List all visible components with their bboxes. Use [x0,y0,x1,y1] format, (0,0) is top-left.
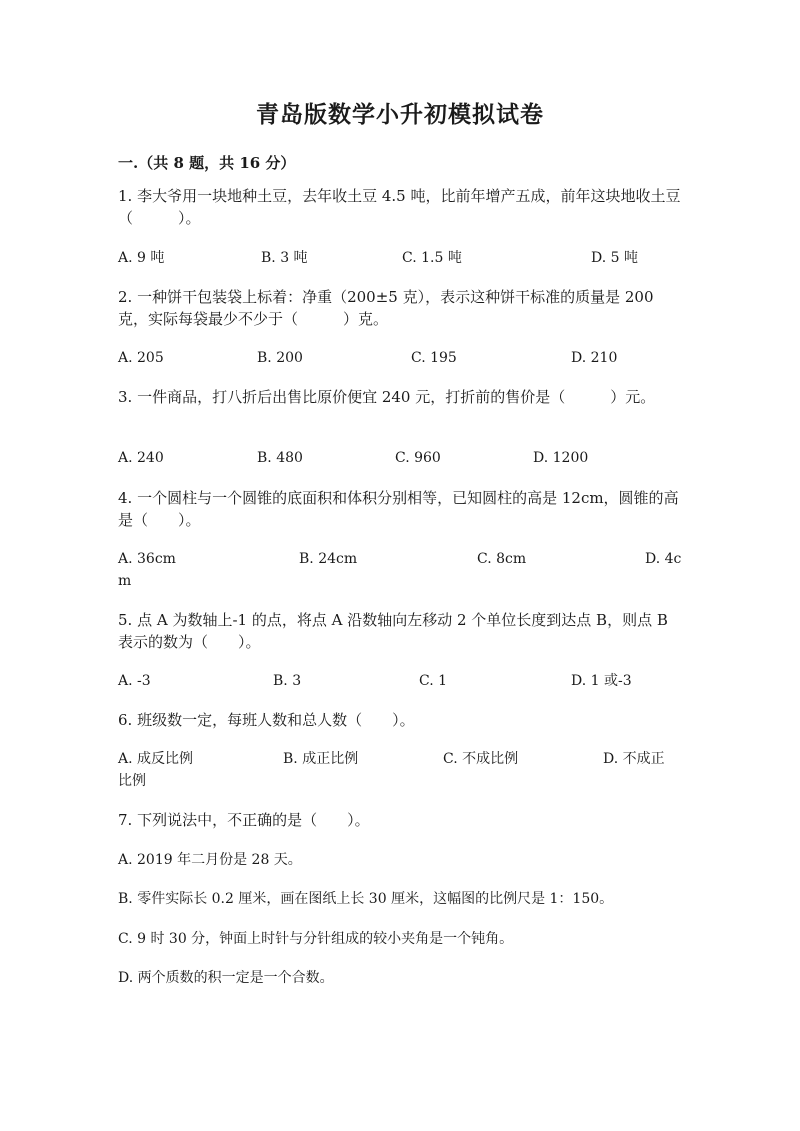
option-c[interactable]: C. 8cm [477,551,527,567]
option-d-wrap: 比例 [118,773,146,789]
option-b[interactable]: B. 3 吨 [261,250,308,266]
question-2: 2. 一种饼干包装袋上标着：净重（200±5 克），表示这种饼干标准的质量是 200 克，实际每袋最少不少于（ ）克。 [118,288,654,328]
option-b[interactable]: B. 480 [257,450,303,466]
option-c[interactable]: C. 1 [419,673,448,689]
option-b[interactable]: B. 3 [273,673,302,689]
option-d[interactable]: D. 210 [571,350,618,366]
option-d[interactable]: D. 1200 [533,450,589,466]
option-a[interactable]: A. -3 [118,673,151,689]
option-c[interactable]: C. 960 [395,450,441,466]
option-b[interactable]: B. 成正比例 [283,751,359,767]
option-c[interactable]: C. 195 [411,350,457,366]
option-d[interactable]: D. 5 吨 [591,250,638,266]
option-c[interactable]: C. 9 时 30 分，钟面上时针与分针组成的较小夹角是一个钝角。 [118,931,514,947]
option-d[interactable]: D. 1 或-3 [571,673,632,689]
option-a[interactable]: A. 成反比例 [118,751,194,767]
option-a[interactable]: A. 36cm [118,551,176,567]
section-heading: 一.（共 8 题，共 16 分） [118,154,296,172]
option-d[interactable]: D. 4c [645,551,682,567]
page-title: 青岛版数学小升初模拟试卷 [256,101,544,128]
option-b[interactable]: B. 24cm [299,551,358,567]
question-6-options [118,748,684,770]
option-d-wrap: m [118,573,132,589]
option-a[interactable]: A. 2019 年二月份是 28 天。 [118,852,302,868]
question-4-options [118,548,684,570]
question-5-options [118,670,684,692]
question-7: 7. 下列说法中，不正确的是（ ）。 [118,811,370,829]
option-a[interactable]: A. 205 [118,350,164,366]
question-6: 6. 班级数一定，每班人数和总人数（ ）。 [118,711,415,729]
option-a[interactable]: A. 240 [118,450,164,466]
question-1: 1. 李大爷用一块地种土豆，去年收土豆 4.5 吨，比前年增产五成，前年这块地收土豆（ ）。 [118,187,681,227]
question-3-options [118,447,684,469]
option-c[interactable]: C. 1.5 吨 [402,250,462,266]
option-a[interactable]: A. 9 吨 [118,250,165,266]
question-3: 3. 一件商品，打八折后出售比原价便宜 240 元，打折前的售价是（ ）元。 [118,388,656,406]
option-b[interactable]: B. 200 [257,350,303,366]
option-b[interactable]: B. 零件实际长 0.2 厘米，画在图纸上长 30 厘米，这幅图的比例尺是 1：150。 [118,891,614,907]
question-1-options [118,247,684,269]
option-d[interactable]: D. 两个质数的积一定是一个合数。 [118,970,334,986]
question-5: 5. 点 A 为数轴上-1 的点，将点 A 沿数轴向左移动 2 个单位长度到达点 B，则点 B 表示的数为（ ）。 [118,611,668,651]
option-d[interactable]: D. 不成正 [603,751,665,767]
question-2-options [118,347,684,369]
question-4: 4. 一个圆柱与一个圆锥的底面积和体积分别相等，已知圆柱的高是 12cm，圆锥的高是（ ）。 [118,489,679,529]
option-c[interactable]: C. 不成比例 [443,751,519,767]
